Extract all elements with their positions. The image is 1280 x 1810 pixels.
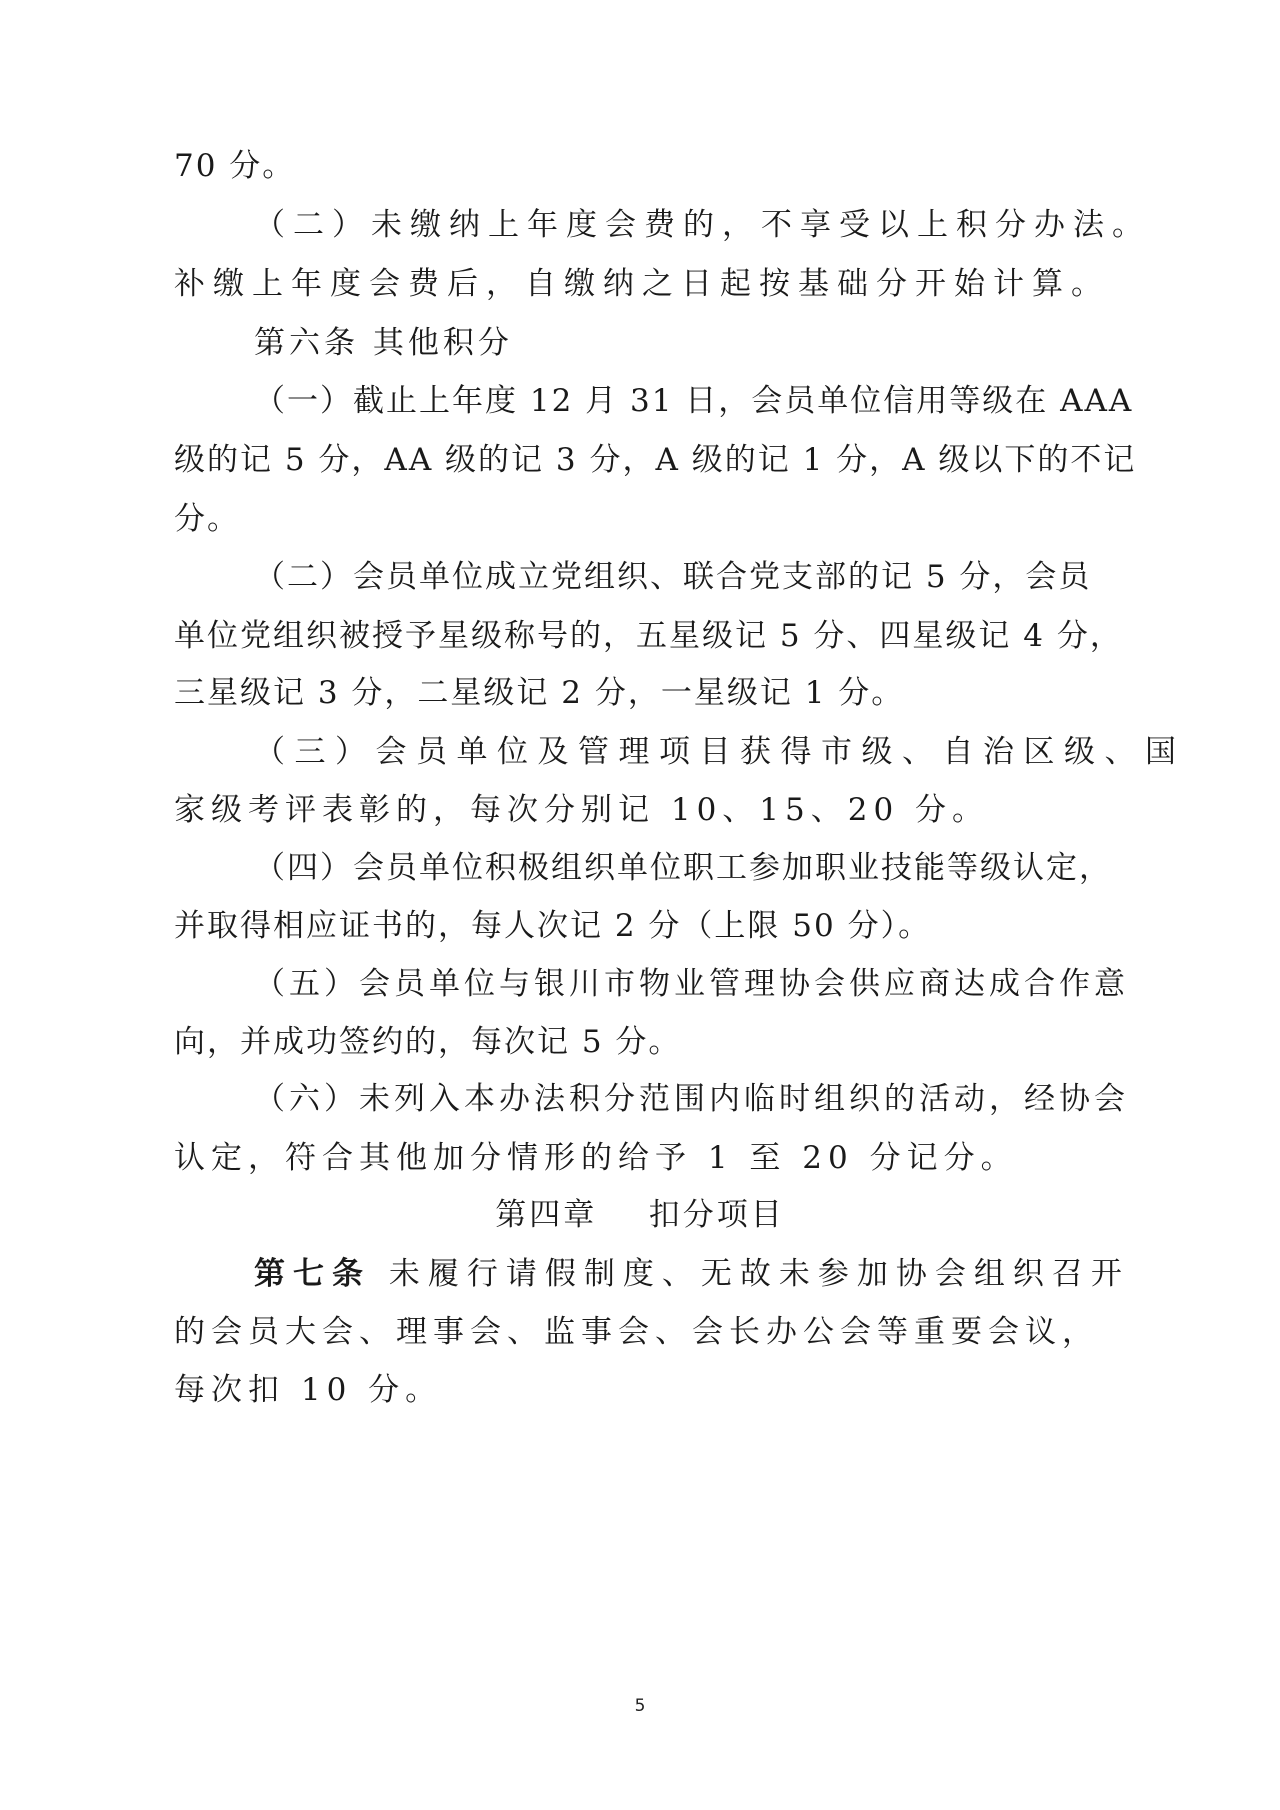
paragraph-line: （五）会员单位与银川市物业管理协会供应商达成合作意 — [254, 966, 1129, 1002]
paragraph-line: 单位党组织被授予星级称号的，五星级记 5 分、四星级记 4 分， — [174, 618, 1123, 654]
paragraph-line: （四）会员单位积极组织单位职工参加职业技能等级认定， — [254, 850, 1112, 886]
paragraph-line: 家级考评表彰的，每次分别记 10、15、20 分。 — [174, 792, 990, 828]
chapter-heading: 第四章 扣分项目 — [495, 1197, 785, 1233]
paragraph-line: 级的记 5 分，AA 级的记 3 分，A 级的记 1 分，A 级以下的不记 — [174, 442, 1137, 478]
article-label: 第七条 — [254, 1256, 371, 1292]
paragraph-line — [254, 1254, 1194, 1294]
paragraph-line: 的会员大会、理事会、监事会、会长办公会等重要会议， — [174, 1314, 1099, 1350]
paragraph-line: 向，并成功签约的，每次记 5 分。 — [174, 1024, 682, 1060]
paragraph-line: 分。 — [174, 501, 240, 537]
paragraph-line: （三）会员单位及管理项目获得市级、自治区级、国 — [254, 734, 1186, 770]
paragraph-line: （六）未列入本办法积分范围内临时组织的活动，经协会 — [254, 1081, 1129, 1117]
paragraph-line: 每次扣 10 分。 — [174, 1372, 443, 1408]
article-text: 未履行请假制度、无故未参加协会组织召开 — [371, 1256, 1130, 1292]
paragraph-line: （二）未缴纳上年度会费的，不享受以上积分办法。 — [254, 207, 1151, 243]
paragraph-line: 并取得相应证书的，每人次记 2 分（上限 50 分）。 — [174, 908, 932, 944]
paragraph-line: （二）会员单位成立党组织、联合党支部的记 5 分，会员 — [254, 559, 1092, 595]
paragraph-line: 三星级记 3 分，二星级记 2 分，一星级记 1 分。 — [174, 675, 905, 711]
paragraph-line: 补缴上年度会费后，自缴纳之日起按基础分开始计算。 — [174, 266, 1110, 302]
paragraph-line: 70 分。 — [174, 148, 296, 184]
section-heading: 第六条 其他积分 — [254, 325, 513, 361]
paragraph-line: 认定，符合其他加分情形的给予 1 至 20 分记分。 — [174, 1140, 1018, 1176]
paragraph-line: （一）截止上年度 12 月 31 日，会员单位信用等级在 AAA — [254, 383, 1134, 419]
page-number: 5 — [634, 1696, 646, 1716]
